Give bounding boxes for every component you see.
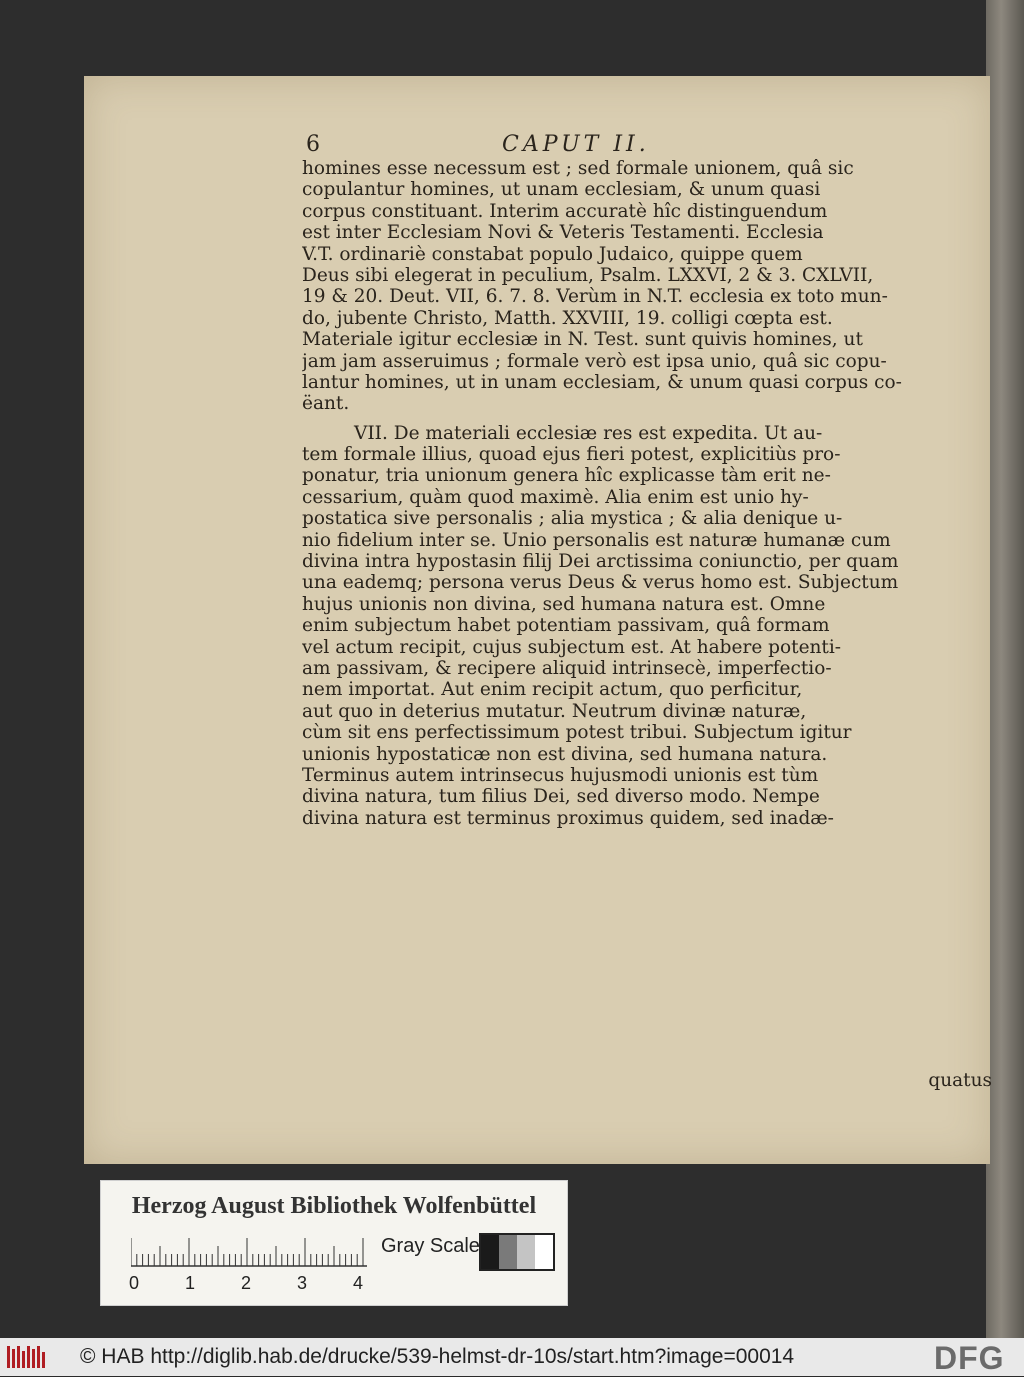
- gray-scale-patches: [479, 1233, 555, 1271]
- text-line: vel actum recipit, cujus subjectum est. At habere potenti-: [302, 636, 842, 658]
- library-color-card: [100, 1180, 568, 1306]
- hab-logo-icon: [6, 1344, 46, 1370]
- text-line: Terminus autem intrinsecus hujusmodi unionis est tùm: [302, 764, 819, 786]
- ruler-label: 3: [297, 1273, 308, 1293]
- ruler-labels: [129, 1273, 389, 1297]
- text-line: aut quo in deterius mutatur. Neutrum divinæ naturæ,: [302, 700, 807, 722]
- text-line: corpus constituant. Interim accuratè hîc distinguendum: [302, 200, 828, 222]
- text-line: tem formale illius, quoad ejus fieri potest, explicitiùs pro-: [302, 444, 841, 466]
- ruler-label: 2: [241, 1273, 252, 1293]
- text-line: VII. De materiali ecclesiæ res est expedita. Ut au-: [354, 422, 823, 444]
- page-number: 6: [306, 132, 324, 157]
- gray-patch: [499, 1235, 517, 1269]
- gray-patch: [535, 1235, 553, 1269]
- text-line: jam jam asseruimus ; formale verò est ipsa unio, quâ sic copu-: [302, 350, 887, 372]
- library-name: Herzog August Bibliothek Wolfenbüttel: [131, 1193, 537, 1219]
- running-head: CAPUT II.: [502, 132, 650, 157]
- text-line: una eademq; persona verus Deus & verus homo est. Subjectum: [302, 572, 899, 594]
- text-line: am passivam, & recipere aliquid intrinsecè, imperfectio-: [302, 657, 832, 679]
- page-header: [302, 132, 992, 158]
- ruler-label: 0: [129, 1273, 140, 1293]
- text-line: ponatur, tria unionum genera hîc explicasse tàm erit ne-: [302, 465, 831, 487]
- page-text-block: [302, 132, 992, 1122]
- book-page: [84, 76, 990, 1164]
- text-line: enim subjectum habet potentiam passivam, quâ formam: [302, 615, 830, 637]
- text-line: divina natura est terminus proximus quidem, sed inadæ-: [302, 807, 834, 829]
- text-line: divina intra hypostasin filij Dei arctissima coniunctio, per quam: [302, 551, 899, 573]
- text-line: nio fidelium inter se. Unio personalis est naturæ humanæ cum: [302, 529, 891, 551]
- text-line: do, jubente Christo, Matth. XXVIII, 19. colligi cœpta est.: [302, 307, 833, 329]
- text-line: divina natura, tum filius Dei, sed diverso modo. Nempe: [302, 786, 820, 808]
- text-line: lantur homines, ut in unam ecclesiam, & unum quasi corpus co-: [302, 371, 902, 393]
- dfg-logo: DFG: [934, 1340, 1005, 1376]
- catchword: quatus: [928, 1070, 992, 1091]
- text-line: est inter Ecclesiam Novi & Veteris Testamenti. Ecclesia: [302, 222, 824, 244]
- ruler-label: 1: [185, 1273, 196, 1293]
- text-line: cùm sit ens perfectissimum potest tribui. Subjectum igitur: [302, 722, 852, 744]
- text-line: hujus unionis non divina, sed humana natura est. Omne: [302, 593, 826, 615]
- text-line: 19 & 20. Deut. VII, 6. 7. 8. Verùm in N.T. ecclesia ex toto mun-: [302, 286, 888, 308]
- ruler-label: 4: [353, 1273, 364, 1293]
- text-lines: [302, 158, 992, 415]
- gray-patch: [481, 1235, 499, 1269]
- footer-bar: [0, 1338, 1024, 1376]
- text-line: postatica sive personalis ; alia mystica ; & alia denique u-: [302, 508, 843, 530]
- text-line: Materiale igitur ecclesiæ in N. Test. sunt quivis homines, ut: [302, 329, 863, 351]
- footer-url[interactable]: © HAB http://diglib.hab.de/drucke/539-helmst-dr-10s/start.htm?image=00014: [80, 1345, 795, 1368]
- text-line: unionis hypostaticæ non est divina, sed humana natura.: [302, 743, 828, 765]
- text-line: homines esse necessum est ; sed formale unionem, quâ sic: [302, 158, 854, 179]
- gray-patch: [517, 1235, 535, 1269]
- text-line: Deus sibi elegerat in peculium, Psalm. LXXVI, 2 & 3. CXLVII,: [302, 264, 874, 286]
- text-line: nem importat. Aut enim recipit actum, quo perficitur,: [302, 679, 803, 701]
- text-line: ëant.: [302, 393, 350, 415]
- text-line: cessarium, quàm quod maximè. Alia enim est unio hy-: [302, 486, 809, 508]
- ruler-scale: [131, 1237, 367, 1267]
- paragraph-vii: [302, 423, 992, 829]
- text-line: copulantur homines, ut unam ecclesiam, & unum quasi: [302, 179, 821, 201]
- text-line: V.T. ordinariè constabat populo Judaico, quippe quem: [302, 243, 803, 265]
- gray-scale-label: Gray Scale: [381, 1235, 480, 1257]
- ruler-ticks: [131, 1238, 363, 1266]
